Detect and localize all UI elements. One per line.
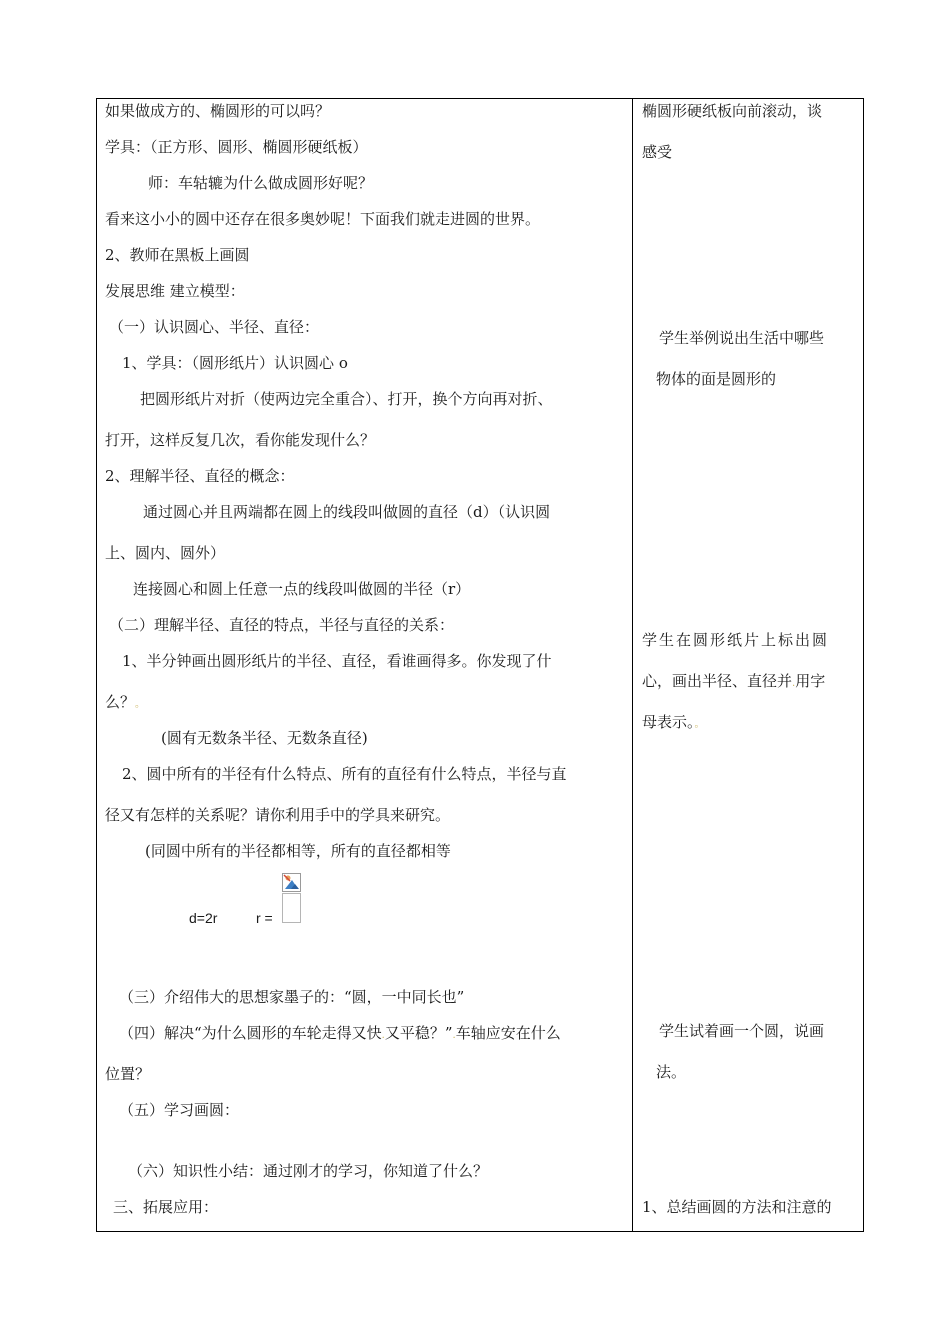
left-line-23: （四）解决“为什么圆形的车轮走得又快.又平稳？”.车轴应安在什么 [119, 1024, 561, 1042]
left-line-21: (同圆中所有的半径都相等，所有的直径都相等 [145, 842, 451, 860]
right-line-2: 感受 [642, 143, 673, 161]
period-mark: . [381, 1030, 385, 1041]
right-line-10: 1、总结画圆的方法和注意的 [642, 1198, 832, 1216]
left-line-26: （六）知识性小结：通过刚才的学习，你知道了什么？ [128, 1162, 489, 1180]
left-line-9: 把圆形纸片对折（使两边完全重合）、打开，换个方向再对折、 [140, 390, 553, 408]
left-line-12: 通过圆心并且两端都在圆上的线段叫做圆的直径（d）（认识圆 [143, 503, 551, 521]
left-line-10: 打开，这样反复几次，看你能发现什么？ [105, 431, 376, 449]
broken-image-icon [282, 873, 301, 892]
dot-mark: 。 [135, 699, 146, 710]
formula-placeholder-box [282, 893, 301, 923]
left-line-6: 发展思维 建立模型： [105, 282, 245, 300]
right-line-3: 学生举例说出生活中哪些 [659, 329, 825, 347]
left-line-20: 径又有怎样的关系呢？请你利用手中的学具来研究。 [105, 806, 451, 824]
dot-mark: 。 [694, 719, 705, 730]
column-divider [632, 98, 633, 1232]
left-line-22: （三）介绍伟大的思想家墨子的：“圆，一中同长也” [119, 988, 465, 1006]
left-line-13: 上、圆内、圆外） [105, 544, 226, 562]
right-line-7: 母表示。。 [642, 713, 705, 731]
right-line-8: 学生试着画一个圆，说画 [659, 1022, 825, 1040]
right-line-1: 椭圆形硬纸板向前滚动，谈 [642, 102, 823, 120]
left-line-25: （五）学习画圆： [119, 1101, 240, 1119]
left-line-19: 2、圆中所有的半径有什么特点、所有的直径有什么特点，半径与直 [122, 765, 567, 783]
right-line-5: 学生在圆形纸片上标出圆 [642, 631, 830, 649]
right-line-4: 物体的面是圆形的 [656, 370, 777, 388]
period-mark: . [452, 1030, 456, 1041]
formula-diameter: d=2r [189, 910, 218, 926]
left-line-27: 三、拓展应用： [113, 1198, 219, 1216]
left-line-8: 1、学具：（圆形纸片）认识圆心 o [122, 354, 348, 372]
left-line-18: (圆有无数条半径、无数条直径) [161, 729, 368, 747]
period-mark: . [792, 678, 796, 689]
left-line-4: 看来这小小的圆中还存在很多奥妙呢！下面我们就走进圆的世界。 [105, 210, 541, 228]
left-line-7: （一）认识圆心、半径、直径： [109, 318, 320, 336]
left-line-16: 1、半分钟画出圆形纸片的半径、直径，看谁画得多。你发现了什 [122, 652, 552, 670]
left-line-17: 么？。 [105, 693, 146, 711]
left-line-24: 位置？ [105, 1065, 151, 1083]
left-line-15: （二）理解半径、直径的特点，半径与直径的关系： [109, 616, 455, 634]
left-line-1: 如果做成方的、椭圆形的可以吗？ [105, 102, 331, 120]
left-line-11: 2、理解半径、直径的概念： [105, 467, 295, 485]
right-line-6: 心，画出半径、直径并.用字 [642, 672, 826, 690]
right-line-9: 法。 [656, 1063, 687, 1081]
left-line-2: 学具：（正方形、圆形、椭圆形硬纸板） [105, 138, 368, 156]
left-line-14: 连接圆心和圆上任意一点的线段叫做圆的半径（r） [133, 580, 471, 598]
formula-radius: r = [256, 910, 273, 926]
left-line-3: 师：车轱辘为什么做成圆形好呢？ [148, 174, 374, 192]
left-line-5: 2、教师在黑板上画圆 [105, 246, 250, 264]
